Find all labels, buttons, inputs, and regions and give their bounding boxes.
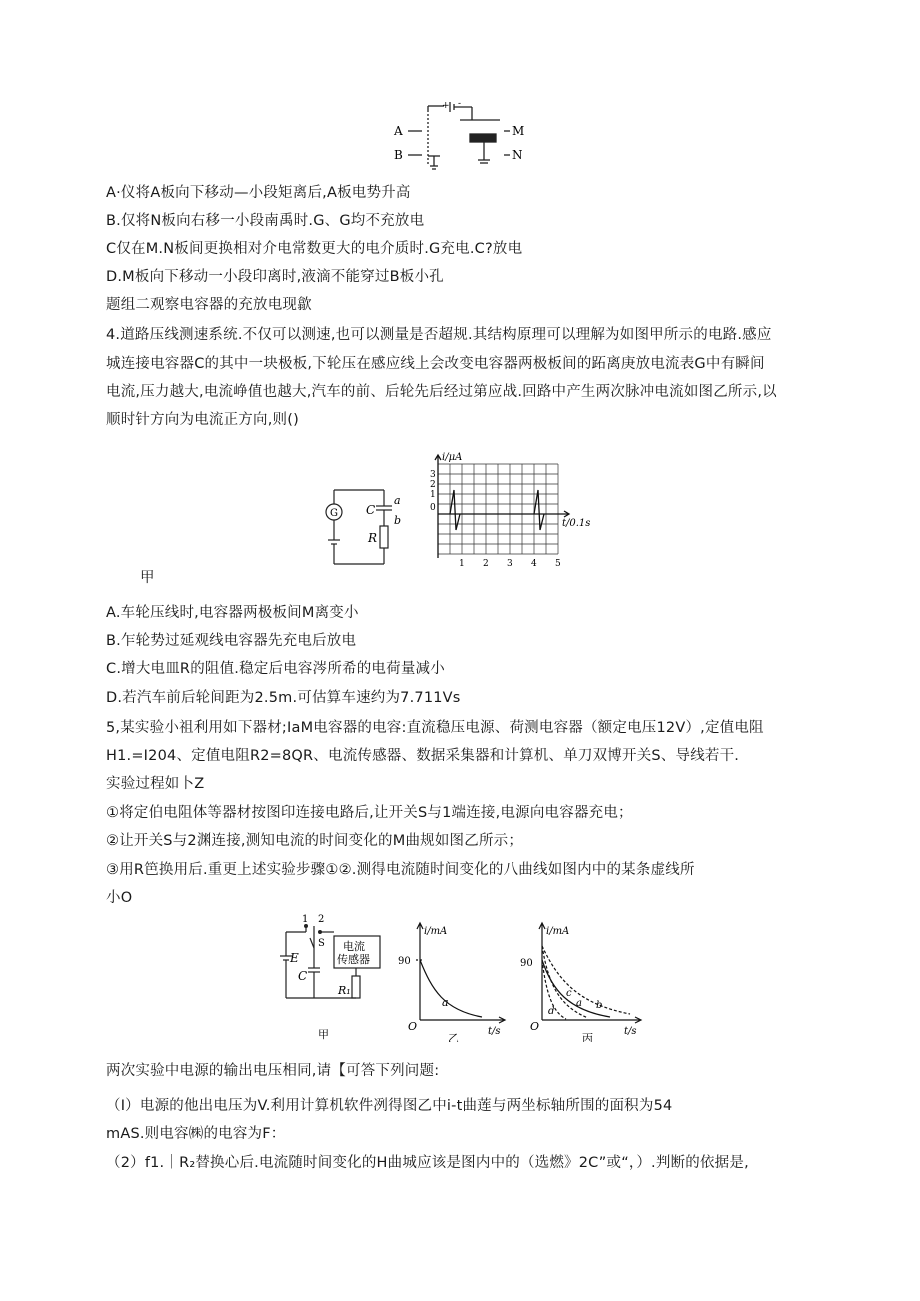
switch-terminal-2: 2 <box>318 914 325 925</box>
y-value-90: 90 <box>520 958 533 969</box>
figure-circuit-jia <box>320 484 410 574</box>
curve-a-label: a <box>442 996 449 1009</box>
q5-text-line: ③用R笆换用后.重更上述实验步骤①②.测得电流随时间变化的八曲线如图内中的某条虚线所 <box>106 862 695 878</box>
y-value-90: 90 <box>398 956 411 967</box>
label-a: a <box>394 494 401 507</box>
q5-text-line: 小O <box>106 890 133 906</box>
curve-b-label: b <box>596 1000 603 1011</box>
y-tick: 3 <box>430 470 436 480</box>
figure-discharge-graph-yi <box>392 916 512 1042</box>
q4-text-line: 城连接电容器C的其中一块极板,下轮压在感应线上会改变电容器两极板间的跖离庚放电流表G中有瞬间 <box>106 356 765 372</box>
figure-experiment-circuit <box>276 912 386 1042</box>
q4-option-b: B.乍轮势过延观线电容器先充电后放电 <box>106 633 357 649</box>
q4-text-line: 4.道路压线测速系统.不仅可以测速,也可以测量是否超规.其结构原理可以理解为如图甲所示的电路.感应 <box>106 327 772 343</box>
label-c: C <box>298 969 308 983</box>
q3-option-d: D.M板向下移动一小段印离时,液滴不能穿过B板小孔 <box>106 269 444 285</box>
label-c: C <box>366 503 376 517</box>
x-tick: 5 <box>555 559 561 569</box>
label-r: R <box>368 531 378 545</box>
label-e: E <box>290 951 299 965</box>
sensor-label-line2: 传感器 <box>337 953 370 966</box>
q5-text-line: ②让开关S与2渊连接,测知电流的时间变化的M曲规如图乙所示； <box>106 833 524 849</box>
q5-followup-line: mAS.则电容㈱的电容为F： <box>106 1126 286 1142</box>
label-r1: R₁ <box>338 984 351 997</box>
y-tick: 2 <box>430 480 436 490</box>
y-axis-label: i/μA <box>442 452 463 463</box>
y-axis-label: i/mA <box>546 926 570 937</box>
x-axis-label: t/0.1s <box>562 518 591 529</box>
x-axis-label: t/s <box>624 1026 637 1037</box>
x-tick: 1 <box>459 559 465 569</box>
plate-n <box>470 134 496 142</box>
caption-jia: 甲 <box>318 1028 329 1041</box>
label-b: b <box>394 514 402 527</box>
label-m: M <box>512 124 525 138</box>
figure-discharge-graph-bing <box>518 916 648 1042</box>
label-s: S <box>318 938 325 949</box>
figure-capacitor-plates <box>388 98 538 178</box>
q5-followup-line: 两次实验中电源的输出电压相同,请【可答下列问题: <box>106 1063 440 1079</box>
y-tick: 0 <box>430 503 436 513</box>
origin-label: O <box>408 1020 418 1033</box>
label-n: N <box>512 148 523 162</box>
x-tick: 2 <box>483 559 489 569</box>
origin-label: O <box>530 1020 540 1033</box>
q5-followup-line: （2）f1.｜R₂替换心后.电流随时间变化的H曲城应该是图内中的（选燃》2C”或“，）.判断的依据是, <box>106 1155 749 1171</box>
q4-option-c: C.增大电皿R的阻值.稳定后电容涔所希的电荷量减小 <box>106 661 445 677</box>
curve-c-label: c <box>566 988 572 999</box>
x-axis-label: t/s <box>488 1026 501 1037</box>
x-tick: 3 <box>507 559 513 569</box>
figure-current-graph-yi <box>424 450 604 574</box>
label-plus: + <box>442 101 450 111</box>
section-title: 题组二观察电容器的充放电现歙 <box>106 297 312 313</box>
q3-option-c: C仅在M.N板间更换相对介电常数更大的电介质时.G充电.C?放电 <box>106 241 523 257</box>
label-a: A <box>394 124 403 138</box>
switch-terminal-1: 1 <box>302 914 309 925</box>
q4-option-a: A.车轮压线时,电容器两极板间M离变小 <box>106 605 359 621</box>
q5-text-line: H1.=I204、定值电阻R2=8QR、电流传感器、数据采集器和计算机、单刀双博开关S、导线若干. <box>106 748 740 764</box>
label-g: G <box>330 508 338 519</box>
q4-text-line: 顺时针方向为电流正方向,则() <box>106 412 299 428</box>
caption-bing: 丙 <box>582 1032 593 1042</box>
sensor-label-line1: 电流 <box>343 940 365 953</box>
q4-option-d: D.若汽车前后轮间距为2.5m.可估算车速约为7.711Vs <box>106 690 461 706</box>
caption-jia: 甲 <box>140 570 155 586</box>
label-b: B <box>394 148 403 162</box>
curve-a-label: a <box>576 998 582 1009</box>
q4-text-line: 电流,压力越大,电流峥值也越大,汽车的前、后轮先后经过第应战.回路中产生两次脉冲电流如图乙所示,以 <box>106 384 777 400</box>
q5-text-line: 实验过程如卜Z <box>106 776 205 792</box>
q5-text-line: 5,某实验小祖利用如下器材;IaM电容器的电容:直流稳压电源、荷测电容器（额定电压12V）,定值电阻 <box>106 720 764 736</box>
q3-option-a: A·仪将A板向下移动—小段矩离后,A板电势升高 <box>106 185 411 201</box>
x-tick: 4 <box>531 559 537 569</box>
curve-d-label: d <box>548 1006 555 1017</box>
y-axis-label: i/mA <box>424 926 448 937</box>
label-minus: - <box>458 99 462 109</box>
q5-text-line: ①将定伯电阻体等器材按图印连接电路后,让开关S与1端连接,电源向电容器充电； <box>106 805 633 821</box>
q3-option-b: B.仅将N板向右移一小段南禹时.G、G均不充放电 <box>106 213 425 229</box>
y-tick: 1 <box>430 490 436 500</box>
q5-followup-line: （I）电源的他出电压为V.利用计算机软件冽得图乙中i-t曲莲与两坐标轴所围的面积为54 <box>106 1098 673 1114</box>
caption-yi: 乙 <box>448 1032 459 1042</box>
